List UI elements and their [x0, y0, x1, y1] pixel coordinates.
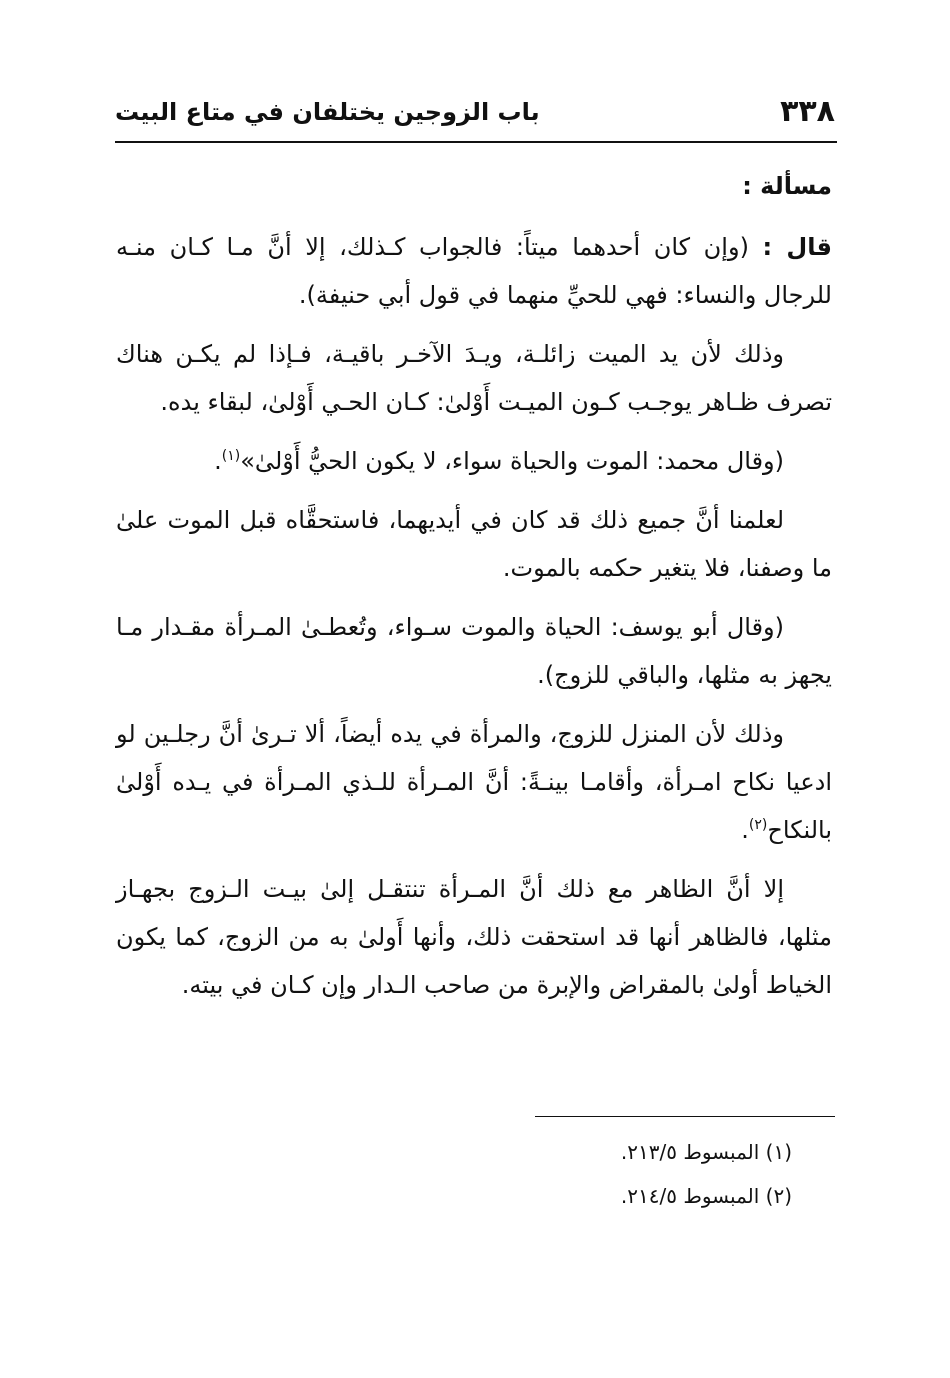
- footnote-1: (١) المبسوط ٢١٣/٥.: [620, 1140, 792, 1164]
- page-number: ٣٣٨: [780, 94, 835, 129]
- paragraph-text: وذلك لأن المنزل للزوج، والمرأة في يده أيضاً، ألا تـرىٰ أنَّ رجلـين لو ادعيا نكاح امـرأة، وأقامـا بينـةً: أنَّ المـرأة للـذي المـرأة في يـده أَوْلىٰ بالنكاح: [116, 720, 832, 844]
- paragraph-tail: .: [741, 816, 749, 844]
- footnotes: [392, 1130, 792, 1218]
- paragraph-7: [116, 865, 832, 1009]
- footnote-ref-1[interactable]: (١): [221, 448, 241, 464]
- paragraph-lead: قال :: [762, 233, 832, 261]
- paragraph-5: [116, 603, 832, 699]
- paragraph-text: لعلمنا أنَّ جميع ذلك قد كان في أيديهما، فاستحقَّاه قبل الموت علىٰ ما وصفنا، فلا يتغير حكمه بالموت.: [116, 506, 832, 582]
- paragraph-6: [116, 710, 832, 854]
- paragraph-text: (وقال أبو يوسف: الحياة والموت سـواء، وتُعطـىٰ المـرأة مقـدار مـا يجهز به مثلها، والباقي للزوج).: [116, 613, 832, 689]
- paragraph-text: وذلك لأن يد الميت زائلـة، ويـدَ الآخـر باقيـة، فـإذا لم يكـن هناك تصرف ظـاهر يوجـب كـون الميـت أَوْلىٰ: كـان الحـي أَوْلىٰ، لبقاء يده.: [116, 340, 832, 416]
- main-text: [116, 162, 832, 1020]
- header-rule: [115, 141, 837, 143]
- paragraph-text: (وإن كان أحدهما ميتاً: فالجواب كـذلك، إلا أنَّ مـا كـان منـه للرجال والنساء: فهي للحيِّ منهما في قول أبي حنيفة).: [116, 233, 832, 309]
- paragraph-4: [116, 496, 832, 592]
- paragraph-text: (وقال محمد: الموت والحياة سواء، لا يكون الحيُّ أَوْلىٰ»: [240, 447, 784, 475]
- paragraph-1: [116, 223, 832, 319]
- paragraph-tail: .: [214, 447, 222, 475]
- page-header: [115, 88, 835, 140]
- paragraph-2: [116, 330, 832, 426]
- paragraph-3: [116, 437, 832, 485]
- footnote-ref-2[interactable]: (٢): [748, 817, 768, 833]
- footnote-rule: [535, 1116, 835, 1117]
- running-title: باب الزوجين يختلفان في متاع البيت: [115, 98, 540, 126]
- paragraph-text: إلا أنَّ الظاهر مع ذلك أنَّ المـرأة تنتقـل إلىٰ بيـت الـزوج بجهـاز مثلها، فالظاهر أنها قد استحقت ذلك، وأنها أَولىٰ به من الزوج، كما يكون الخياط أولىٰ بالمقراض والإبرة من صاحب الـدار وإن كـان في بيته.: [116, 875, 832, 999]
- footnote-2: (٢) المبسوط ٢١٤/٥.: [620, 1184, 792, 1208]
- section-heading: مسألة :: [742, 172, 832, 200]
